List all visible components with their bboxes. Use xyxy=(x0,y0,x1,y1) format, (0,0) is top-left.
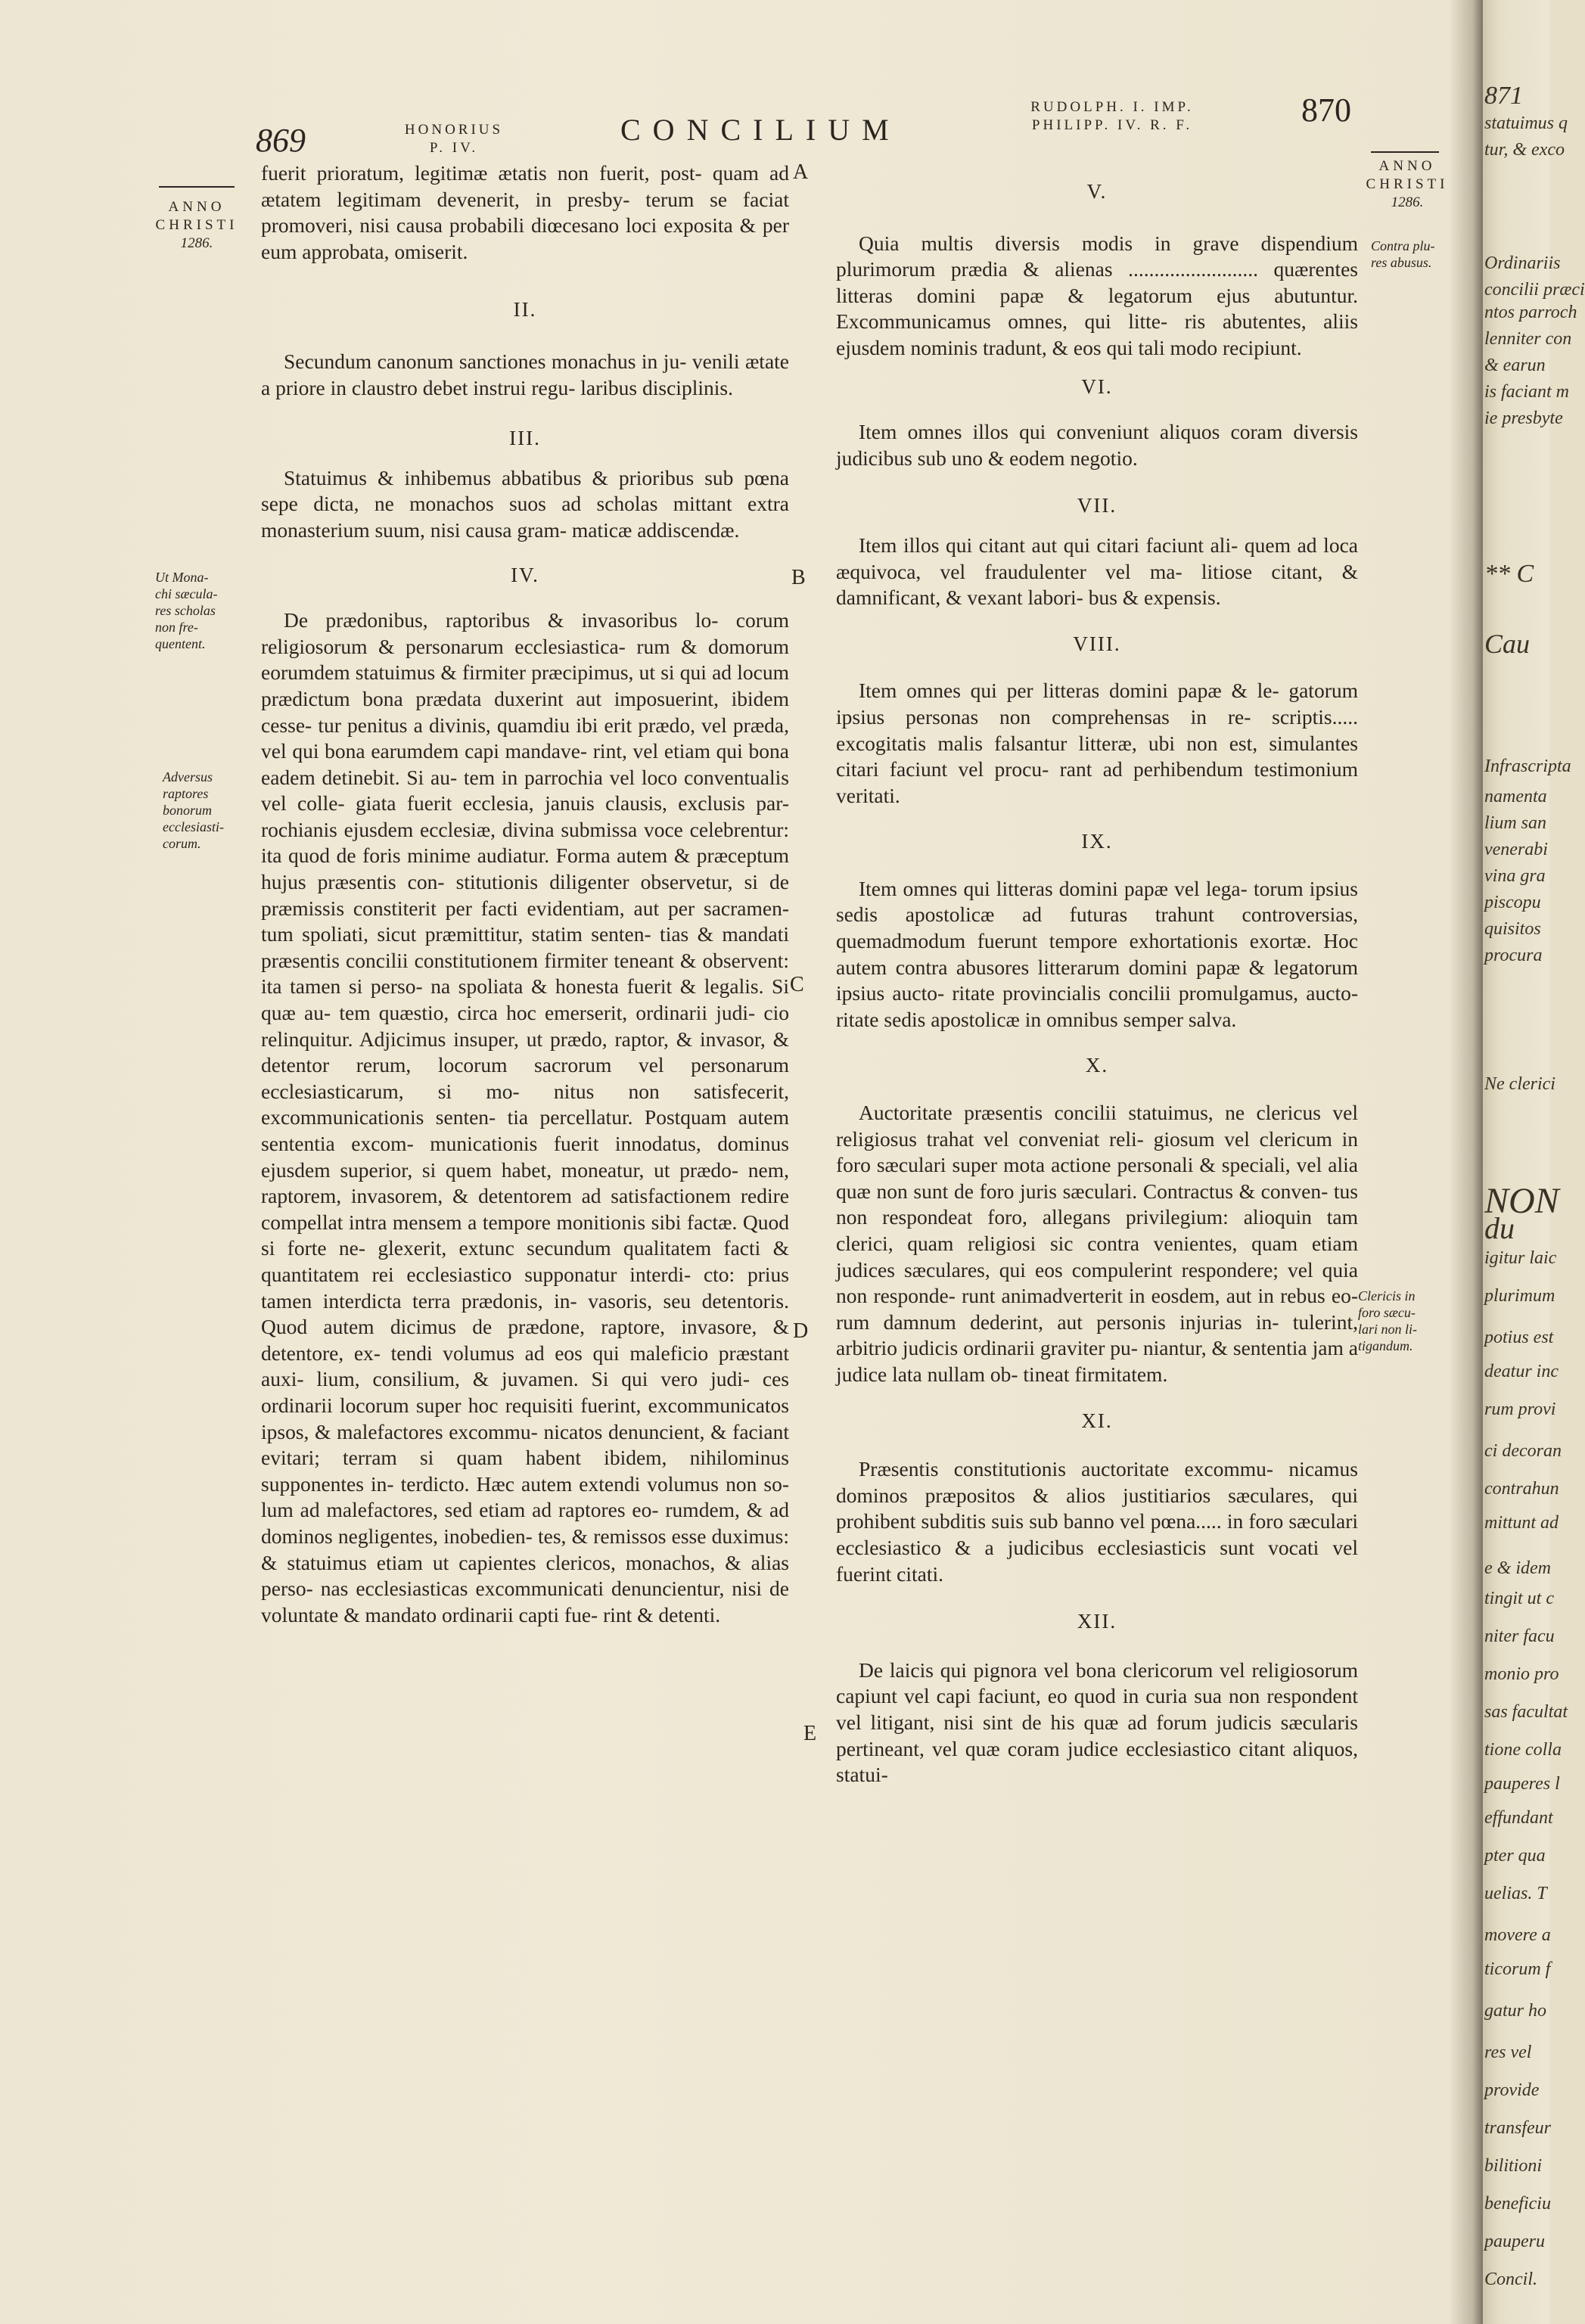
margin-rule xyxy=(159,186,235,188)
facing-page-line: pauperu xyxy=(1484,2232,1545,2251)
note-line: foro sæcu- xyxy=(1358,1305,1416,1320)
facing-page-line: potius est xyxy=(1484,1328,1554,1347)
section-text: Item illos qui citant aut qui citari faciunt ali- quem ad loca æquivoca, vel fraudulenter vel ma- litiose citant, & damnificant, & vexant labori- bus & expensis. xyxy=(836,533,1358,610)
note-line: tigandum. xyxy=(1358,1338,1413,1353)
section-text: Item omnes qui per litteras domini papæ & le- gatorum ipsius personas non comprehensas in re- scriptis..... excogitatis malis falsantur litteræ, ubi non est, simulantes citari faciunt vel procu- rant ad perhibendum testimonium veritati. xyxy=(836,679,1358,807)
facing-page-line: Cau xyxy=(1484,629,1531,659)
facing-page-line: quisitos xyxy=(1484,919,1541,939)
facing-page-line: tingit ut c xyxy=(1484,1589,1554,1608)
anno-year: 1286. xyxy=(1391,194,1424,210)
section-text: Statuimus & inhibemus abbatibus & prioribus sub pœna sepe dicta, ne monachos suos ad scholas mittant extra monasterium suum, nisi causa gram- maticæ addiscendæ. xyxy=(261,465,789,542)
note-line: chi sæcula- xyxy=(155,586,218,601)
section-text: Quia multis diversis modis in grave dispendium plurimorum prædia & alienas ......................... quærentes litteras domini papæ & legatorum ejus abutuntur. Excommunicamus omnes, qui litte- ris abutentes, aliis ejusdem nominis tradunt, & eos qui tali modo recipiunt. xyxy=(836,231,1358,359)
facing-page-line: niter facu xyxy=(1484,1626,1555,1646)
section-number: XI. xyxy=(1081,1409,1113,1432)
facing-page-line: mittunt ad xyxy=(1484,1513,1559,1533)
margin-note-monks-schools xyxy=(155,569,253,652)
left-page-number: 869 xyxy=(256,122,306,159)
facing-page-line: ** C xyxy=(1484,560,1534,588)
section-text: De laicis qui pignora vel bona clericorum vel religiosorum capiunt vel capi faciunt, eo quod in curia sua non respondent vel litigant, nisi sint de his quæ ad forum judicis sæcularis pertineant, vel quæ coram judice ecclesiastico citant aliquos, statui- xyxy=(836,1658,1358,1787)
facing-page-line: namenta xyxy=(1484,787,1547,806)
anno-word: ANNO xyxy=(1378,158,1436,174)
facing-page-line: NON xyxy=(1484,1181,1559,1221)
christi-word: CHRISTI xyxy=(155,217,238,233)
section-number: III. xyxy=(509,427,541,450)
section-number: X. xyxy=(1085,1054,1109,1077)
facing-page-line: gatur ho xyxy=(1484,2001,1547,2021)
facing-page-line: uelias. T xyxy=(1484,1884,1547,1903)
anno-year: 1286. xyxy=(180,235,213,251)
facing-page-line: piscopu xyxy=(1484,893,1541,912)
facing-page-line: monio pro xyxy=(1484,1664,1559,1684)
section-number: IV. xyxy=(511,563,539,586)
facing-page-line: Concil. xyxy=(1484,2270,1537,2289)
section-marker-c: C xyxy=(790,973,804,996)
facing-page-line: plurimum xyxy=(1484,1286,1555,1306)
facing-page-line: movere a xyxy=(1484,1925,1551,1945)
facing-page-line: contrahun xyxy=(1484,1479,1559,1499)
running-head-line: HONORIUS xyxy=(404,122,504,138)
facing-page-line: bilitioni xyxy=(1484,2156,1543,2176)
note-line: ecclesiasti- xyxy=(163,819,224,834)
section-number: IX. xyxy=(1081,830,1113,853)
facing-page-line: rum provi xyxy=(1484,1400,1556,1419)
facing-page-line: Ordinariis xyxy=(1484,253,1561,273)
facing-page-line: ie presbyte xyxy=(1484,409,1563,428)
note-line: Ut Mona- xyxy=(155,570,209,585)
facing-page-line: Ne clerici xyxy=(1484,1074,1555,1094)
facing-page-line: deatur inc xyxy=(1484,1362,1559,1381)
margin-note-robbers xyxy=(163,769,253,852)
facing-page-line: ticorum f xyxy=(1484,1959,1551,1979)
gutter-shadow xyxy=(1449,0,1483,2324)
running-head-line: RUDOLPH. I. IMP. xyxy=(1030,99,1194,115)
facing-page-line: ntos parroch xyxy=(1484,303,1577,322)
facing-page-line: procura xyxy=(1484,946,1543,965)
facing-page-line: provide xyxy=(1484,2080,1540,2100)
left-running-head xyxy=(393,121,514,157)
note-line: res scholas xyxy=(155,603,216,618)
facing-page-line: res vel xyxy=(1484,2043,1532,2062)
running-head-line: PHILIPP. IV. R. F. xyxy=(1031,117,1193,133)
note-line: non fre- xyxy=(155,620,198,635)
facing-page-line: du xyxy=(1484,1211,1515,1245)
note-line: Clericis in xyxy=(1358,1288,1416,1303)
facing-page-line: & earun xyxy=(1484,356,1546,375)
facing-page-line: pauperes l xyxy=(1484,1774,1560,1794)
facing-page-line: pter qua xyxy=(1484,1846,1546,1866)
note-line: corum. xyxy=(163,836,201,851)
note-line: Adversus xyxy=(163,769,213,785)
facing-page-line: lenniter con xyxy=(1484,329,1572,349)
facing-page-line: sas facultat xyxy=(1484,1702,1568,1722)
facing-page-line: vina gra xyxy=(1484,866,1546,886)
facing-page-line: lium san xyxy=(1484,813,1547,833)
note-line: quentent. xyxy=(155,636,206,651)
facing-page-line: tione colla xyxy=(1484,1740,1562,1760)
section-text: Item omnes qui litteras domini papæ vel lega- torum ipsius sedis apostolicæ ad futuras trahunt controversias, quemadmodum fuerunt tempore exhortationis exortæ. Hoc autem contra abusores litterarum domini papæ & legatorum ipsius aucto- ritate provincialis concilii promulgamus, aucto- ritate sedis apostolicæ in omnibus semper salva. xyxy=(836,876,1358,1031)
section-marker-b: B xyxy=(791,566,806,589)
section-number: VI. xyxy=(1081,374,1113,398)
facing-page-line: e & idem xyxy=(1484,1558,1551,1578)
facing-page-line: igitur laic xyxy=(1484,1248,1557,1268)
facing-page-line: is faciant m xyxy=(1484,382,1569,402)
note-line: res abusus. xyxy=(1371,255,1432,270)
intro-paragraph: fuerit prioratum, legitimæ ætatis non fuerit, post- quam ad ætatem legitimam devenerit, in presby- terum se faciat promoveri, nisi causa probabili diœcesano loci exposita & per eum approbata, omiserit. xyxy=(261,161,789,263)
facing-page-line: ci decoran xyxy=(1484,1441,1562,1461)
margin-note-abuses xyxy=(1371,238,1454,271)
note-line: lari non li- xyxy=(1358,1322,1418,1337)
facing-page-line: concilii præci xyxy=(1484,280,1585,300)
section-marker-d: D xyxy=(793,1319,809,1343)
margin-rule xyxy=(1371,151,1439,153)
margin-note-clerics-secular-court xyxy=(1358,1288,1449,1354)
right-text-column xyxy=(836,179,1358,1788)
section-text: Item omnes illos qui conveniunt aliquos coram diversis judicibus sub uno & eodem negotio. xyxy=(836,420,1358,470)
facing-page-number: 871 xyxy=(1484,82,1523,110)
facing-page-line: tur, & exco xyxy=(1484,140,1565,160)
section-marker-e: E xyxy=(803,1722,817,1745)
section-number: V. xyxy=(1086,180,1108,203)
margin-anno-left xyxy=(148,198,246,253)
right-page-number: 870 xyxy=(1301,92,1351,129)
section-number: II. xyxy=(513,298,537,322)
facing-page-line: Infrascripta xyxy=(1484,757,1571,776)
facing-page-line: statuimus q xyxy=(1484,113,1568,133)
note-line: raptores xyxy=(163,786,209,801)
facing-page-line: beneficiu xyxy=(1484,2194,1551,2214)
section-text: Præsentis constitutionis auctoritate excommu- nicamus dominos præpositos & alios justitiarios sæculares, qui prohibent subditis suis sub banno vel pœna..... in foro sæculari ecclesiastico & a judicibus ecclesiasticis sunt vocati vel fuerint citati. xyxy=(836,1457,1358,1586)
note-line: bonorum xyxy=(163,803,213,818)
section-text: De prædonibus, raptoribus & invasoribus lo- corum religiosorum & personarum ecclesiastica- rum & domorum eorumdem statuimus & firmiter præcipimus, ut si qui ad locum prædictum bona prædata duxerint aut imposuerint, ibidem cesse- tur penitus a divinis, quamdiu ibi erit prædo, vel præda, vel qui bona earumdem capi mandave- rint, vel etiam qui bona eadem detinebit. Si au- tem in parrochia vel loco conventualis vel colle- giata fuerit ecclesia, januis clausis, exclusis par- rochianis ejusdem ecclesiæ, divina submissa voce celebrentur: ita quod de foris minime audiatur. Forma autem & præceptum hujus præsentis con- stitutionis diligenter observetur, si de præmissis constiterit per facti evidentiam, aut per sacramen- tum spoliati, sicut præmittitur, statim senten- tias & mandati præsentis concilii constitutionem firmiter teneant & observent: ita tamen si perso- na spoliata & honesta fuerit & legalis. Si quæ au- tem quæstio, circa hoc emerserit, ordinarii judi- cio relinquitur. Adjicimus insuper, ut prædo, raptor, & invasor, & detentor rerum, locorum sacrorum vel personarum ecclesiasticarum, si mo- nitus non satisfecerit, excommunicationis senten- tia percellatur. Postquam autem sententia excom- municationis fuerit innodatus, dominus ejusdem superior, si quem habet, moneatur, ut prædo- nem, raptorem, invasorem, & detentorem ad satisfactionem redire compellat intra mensem a tempore monitionis sibi factæ. Quod si forte ne- glexerit, extunc secundum qualitatem facti & quantitatem rei ecclesiastico supponatur interdi- cto: prius tamen interdicta terra prædonis, in- vasoris, seu detentoris. Quod autem dicimus de prædone, raptore, invasore, & detentore, ex- tendi volumus ad eos qui maleficio præstant auxi- lium, consilium, & juvamen. Si qui vero judi- ces ordinarii locorum super hoc requisiti fuerint, excommunicatos ipsos, & malefactores excommu- nicatos denuncient, & faciant evitari; terram si quam habent ibidem, nihilominus supponentes in- terdicto. Hæc autem extendi volumus non so- lum ad malefactores, sed etiam ad raptores eo- rumdem, & ad dominos negligentes, inobedien- tes, & remissos esse duximus: & statuimus etiam ut capientes clericos, monachos, & alias perso- nas ecclesiasticas excommunicati denuncientur, nisi de voluntate & mandato ordinarii capti fue- rint & detenti. xyxy=(261,608,789,1626)
facing-page-line: effundant xyxy=(1484,1808,1553,1828)
running-head-line: P. IV. xyxy=(429,140,479,156)
christi-word: CHRISTI xyxy=(1366,176,1449,192)
section-marker-a: A xyxy=(793,160,809,184)
right-running-head xyxy=(991,98,1233,135)
page-title: CONCILIUM xyxy=(620,113,901,147)
note-line: Contra plu- xyxy=(1371,238,1435,253)
section-text: Secundum canonum sanctiones monachus in ju- venili ætate a priore in claustro debet instrui regu- laribus disciplinis. xyxy=(261,349,789,399)
left-text-column xyxy=(261,160,789,1628)
margin-anno-right xyxy=(1362,157,1453,212)
facing-page-line: venerabi xyxy=(1484,840,1548,859)
section-number: XII. xyxy=(1077,1610,1117,1633)
section-text: Auctoritate præsentis concilii statuimus, ne clericus vel religiosus trahat vel conveniat reli- giosum vel clericum in foro sæculari super mota actione personali & speciali, vel alia quæ non sunt de foro juris sæculari. Contractus & conven- tus non respondeat foro, allegans privilegium: alioquin tam clerici, quam religiosi sic contra venientes, quam etiam judices sæculares, qui eos compulerint respondere; vel quia non responde- runt animadverterit in eosdem, aut in rebus eo- rum damnum dederint, aut personis injurias in- tulerint, arbitrio judicis ordinarii graviter pu- niantur, & sententia jam a judice lata nullam ob- tineat firmitatem. xyxy=(836,1101,1358,1386)
facing-page-line: transfeur xyxy=(1484,2118,1552,2138)
section-number: VII. xyxy=(1077,494,1117,517)
section-number: VIII. xyxy=(1073,632,1121,655)
anno-word: ANNO xyxy=(168,199,225,215)
